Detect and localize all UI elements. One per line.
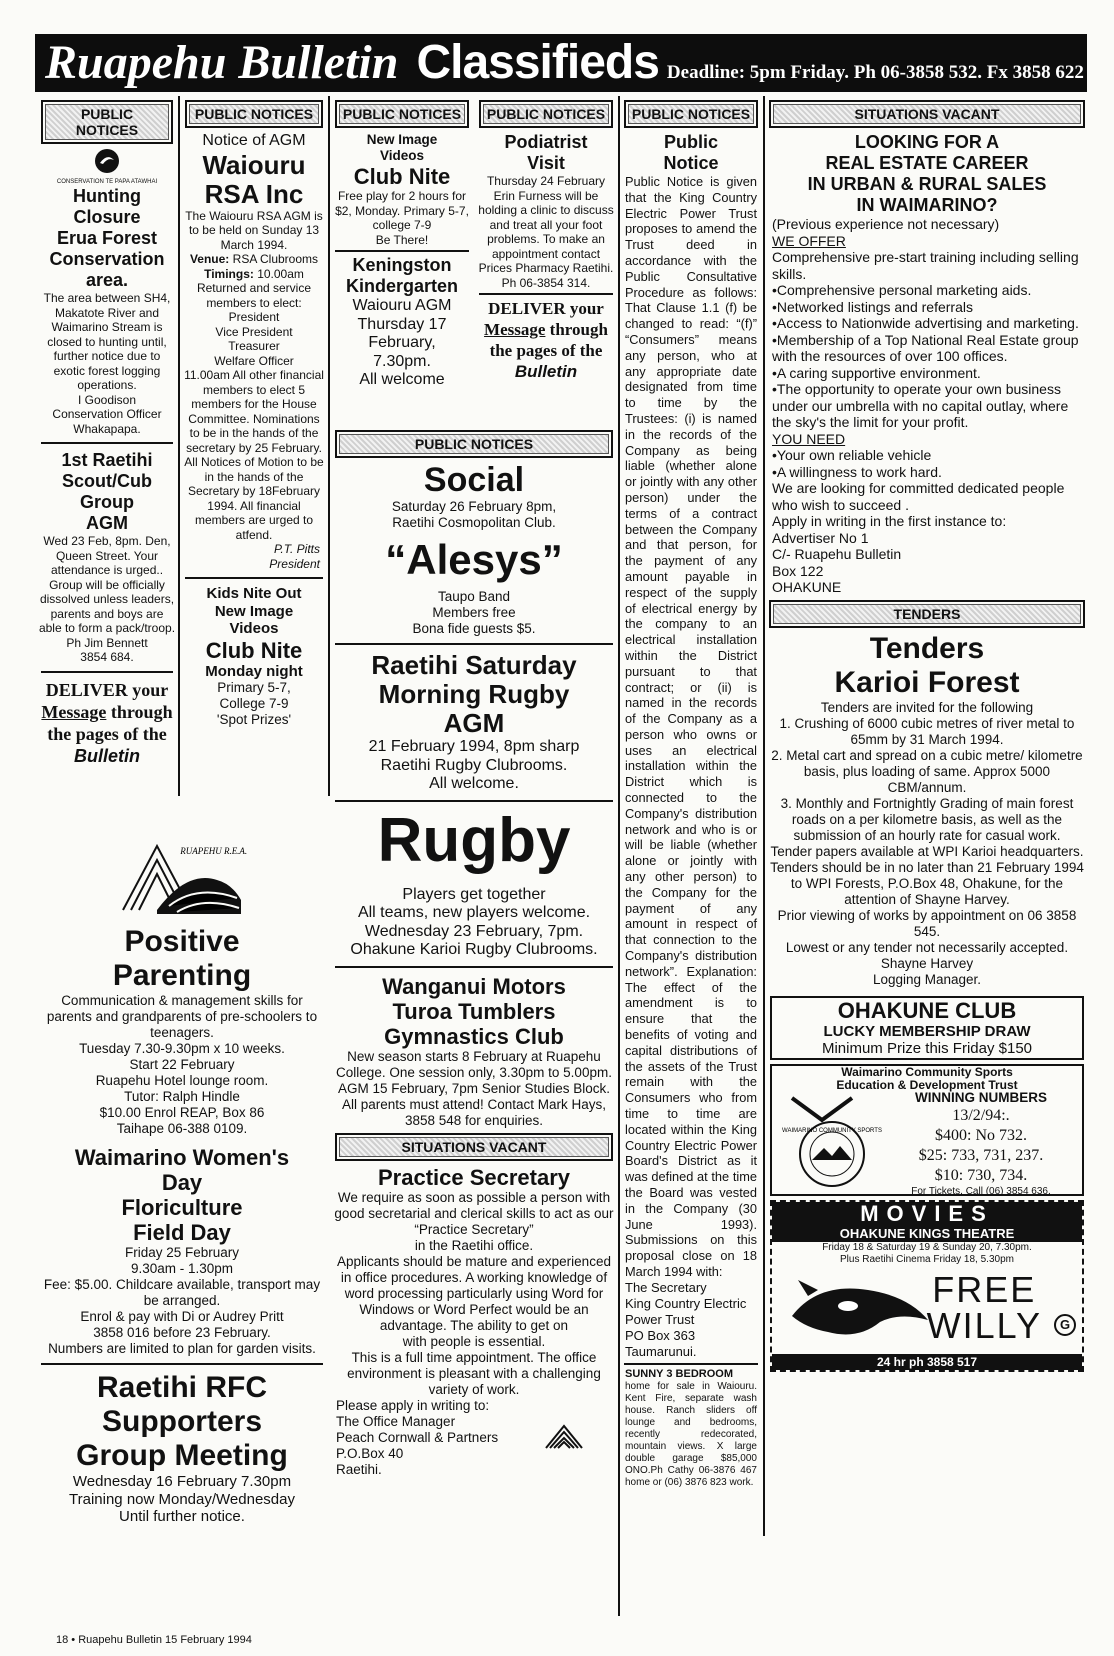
secretary-ad bbox=[332, 1165, 616, 1398]
rsa-title-2: RSA Inc bbox=[204, 178, 304, 209]
address-line: King Country Electric bbox=[625, 1295, 747, 1311]
hunting-notice bbox=[38, 148, 176, 436]
raetihi-rugby-line: 21 February 1994, 8pm sharp bbox=[368, 738, 580, 755]
column-rule bbox=[178, 96, 180, 796]
rsa-role: Welfare Officer bbox=[214, 353, 294, 368]
secretary-apply-line: P.O.Box 40 bbox=[336, 1445, 404, 1461]
scout-body: Wed 23 Feb, 8pm. Den, Queen Street. Your attendance is urged.. Group will be officially dissolved unless leaders, parents and boys are able to form a pack/troop. bbox=[38, 534, 176, 635]
rugby-line: Ohakune Karioi Rugby Clubrooms. bbox=[350, 941, 598, 958]
column-3a bbox=[332, 96, 472, 390]
womens-day-ad bbox=[38, 1145, 326, 1357]
tenders-line: Tenders should be in no later than 21 February 1994 to WPI Forests, P.O.Box 48, Ohakune, for the attention of Shayne Harvey. bbox=[770, 859, 1084, 907]
public-notices-header: PUBLIC NOTICES bbox=[624, 100, 758, 128]
real-estate-note: (Previous experience not necessary) bbox=[772, 216, 1000, 232]
hunting-signer-role: Conservation Officer bbox=[52, 407, 162, 421]
peach-cornwall-logo-icon bbox=[542, 1412, 586, 1456]
clubnite-title: Club Nite bbox=[353, 164, 451, 189]
scout-phone: 3854 684. bbox=[80, 650, 134, 664]
tenders-line: Prior viewing of works by appointment on 06 3858 545. bbox=[777, 907, 1077, 939]
rugby-ad bbox=[332, 805, 616, 960]
tenders-line: Logging Manager. bbox=[872, 971, 982, 987]
conservation-logo-text: CONSERVATION TE PAPA ATAWHAI bbox=[56, 179, 158, 185]
waimarino-winners bbox=[886, 1090, 1076, 1197]
clubnite-body: Free play for 2 hours for $2, Monday. Primary 5-7, college 7-9 bbox=[335, 189, 469, 232]
hunting-title-4: Conservation bbox=[49, 249, 165, 269]
tenders-line: Tenders are invited for the following bbox=[820, 699, 1034, 715]
divider bbox=[335, 643, 613, 645]
tenders-line: 1. Crushing of 6000 cubic metres of river metal to 65mm by 31 March 1994. bbox=[779, 715, 1075, 747]
hunting-title-2: Closure bbox=[73, 207, 141, 227]
reap-line: Taihape 06-388 0109. bbox=[116, 1121, 248, 1136]
divider bbox=[185, 577, 323, 579]
bedroom-title: SUNNY 3 BEDROOM bbox=[625, 1367, 733, 1380]
rfc-title-3: Group Meeting bbox=[76, 1439, 288, 1472]
movie-title-2: WILLY bbox=[926, 1304, 1042, 1346]
rfc-title-1: Raetihi RFC bbox=[96, 1371, 267, 1404]
real-estate-title bbox=[766, 132, 1088, 216]
reap-line: Start 22 February bbox=[129, 1057, 235, 1072]
address-line: Taumarunui. bbox=[625, 1343, 697, 1359]
social-title: Social bbox=[423, 461, 525, 499]
kids-line-3: Videos bbox=[229, 620, 279, 637]
prize-line: $25: 733, 731, 237. bbox=[918, 1146, 1044, 1164]
situations-vacant-header: SITUATIONS VACANT bbox=[335, 1133, 613, 1161]
rsa-role: Vice President bbox=[215, 324, 293, 339]
keningston-line: Thursday 17 bbox=[357, 315, 447, 333]
hunting-title-1: Hunting bbox=[73, 186, 141, 206]
column-rule bbox=[328, 96, 330, 796]
scout-title-3: Group bbox=[80, 492, 134, 512]
social-line: Saturday 26 February 8pm, bbox=[391, 499, 557, 514]
tenders-line: Tender papers available at WPI Karioi headquarters. bbox=[770, 843, 1084, 859]
women-title-2: Day bbox=[161, 1170, 203, 1195]
social-ad bbox=[332, 462, 616, 637]
ohakune-title: OHAKUNE CLUB bbox=[837, 997, 1017, 1023]
secretary-apply-line: The Office Manager bbox=[336, 1413, 456, 1429]
secretary-body: This is a full time appointment. The office environment is pleasant with a challenging variety of work. bbox=[347, 1349, 601, 1397]
kids-title: Club Nite bbox=[205, 637, 303, 663]
column-3-wide bbox=[332, 426, 616, 1478]
reap-line: Ruapehu Hotel lounge room. bbox=[95, 1073, 269, 1088]
podiatrist-phone: Ph 06-3854 314. bbox=[501, 275, 591, 290]
women-title-4: Field Day bbox=[133, 1220, 231, 1245]
reap-line: $10.00 Enrol REAP, Box 86 bbox=[99, 1105, 265, 1120]
reap-ad bbox=[38, 840, 326, 1137]
reap-line: Tuesday 7.30-9.30pm x 10 weeks. bbox=[79, 1041, 285, 1056]
keningston-title-1: Keningston bbox=[352, 255, 452, 275]
prize-line: $10: 730, 734. bbox=[934, 1166, 1028, 1184]
prize-line: $400: No 732. bbox=[935, 1126, 1027, 1144]
real-estate-body bbox=[766, 216, 1088, 596]
secretary-apply-line: Peach Cornwall & Partners bbox=[336, 1429, 499, 1445]
waimarino-trust-ad bbox=[770, 1064, 1084, 1196]
waimarino-logo-text: WAIMARINO COMMUNITY SPORTS bbox=[782, 1127, 882, 1134]
secretary-body: Applicants should be mature and experienced in office procedures. A working knowledge of word processing particularly using Word for Windows or Word Perfect would be an advantage. The ability to get on bbox=[337, 1253, 611, 1333]
divider bbox=[624, 1363, 758, 1365]
social-line: Bona fide guests $5. bbox=[412, 621, 536, 636]
divider bbox=[335, 250, 469, 252]
divider bbox=[335, 966, 613, 968]
scout-title-2: Scout/Cub bbox=[62, 471, 152, 491]
divider bbox=[41, 671, 173, 673]
offer-item: •Membership of a Top National Real Estate group with the resources of over 100 offices. bbox=[772, 331, 1079, 364]
tenders-line: Shayne Harvey bbox=[880, 955, 974, 971]
offer-item: •The opportunity to operate your own business under our umbrella with no capital outlay, where the sky's the limit for your profit. bbox=[772, 381, 1069, 430]
deliver-through: through bbox=[549, 320, 608, 339]
ticket-contact: For Tickets. Call (06) 3854 636. bbox=[911, 1185, 1051, 1197]
women-line: Numbers are limited to plan for garden visits. bbox=[48, 1341, 316, 1356]
deliver-message: Message bbox=[41, 701, 107, 722]
column-rule bbox=[763, 96, 765, 1536]
rugby-line: All teams, new players welcome. bbox=[357, 904, 591, 921]
public-notices-header: PUBLIC NOTICES bbox=[335, 100, 469, 128]
deliver-ad bbox=[38, 679, 176, 767]
need-item: We are looking for committed dedicated people who wish to succeed . bbox=[772, 480, 1065, 513]
divider bbox=[479, 293, 613, 295]
need-item: •A willingness to work hard. bbox=[772, 463, 942, 480]
deliver-line-3: the pages of the bbox=[489, 341, 603, 360]
divider bbox=[335, 800, 613, 802]
kids-day: Monday night bbox=[205, 662, 303, 680]
tenders-line: 2. Metal cart and spread on a cubic metre/ kilometre basis, plus loading of same. Approx 5000 CBM/annum. bbox=[771, 747, 1083, 795]
address-line: Power Trust bbox=[625, 1311, 695, 1327]
public-notices-header: PUBLIC NOTICES bbox=[185, 100, 323, 128]
hunting-signer: I Goodison bbox=[77, 392, 137, 407]
wanganui-title-3: Gymnastics Club bbox=[384, 1023, 564, 1049]
draw-date: 13/2/94:. bbox=[952, 1106, 1010, 1124]
clubnite-tag: Be There! bbox=[375, 232, 429, 247]
women-line: Friday 25 February bbox=[124, 1245, 240, 1260]
rfc-ad bbox=[38, 1371, 326, 1526]
waimarino-title-2: Education & Development Trust bbox=[836, 1077, 1018, 1092]
keningston-title-2: Kindergarten bbox=[345, 276, 459, 296]
column-1 bbox=[38, 96, 176, 767]
secretary-apply-line: Please apply in writing to: bbox=[336, 1397, 490, 1413]
public-notices-header: PUBLIC NOTICES bbox=[335, 430, 613, 458]
keningston-line: Waiouru AGM bbox=[352, 297, 452, 314]
public-notice-address bbox=[621, 1280, 761, 1360]
deliver-line-1: DELIVER your bbox=[45, 679, 169, 700]
movies-phone: 24 hr ph 3858 517 bbox=[772, 1354, 1082, 1370]
women-title-3: Floriculture bbox=[121, 1195, 243, 1220]
podiatrist-ad bbox=[476, 132, 616, 290]
social-line: Members free bbox=[432, 605, 516, 620]
raetihi-rugby-agm bbox=[332, 651, 616, 794]
tenders-ad bbox=[766, 632, 1088, 988]
masthead-deadline: Deadline: 5pm Friday. Ph 06-3858 532. Fx 3858 622 bbox=[666, 62, 1084, 83]
raetihi-rugby-title-2: Morning Rugby bbox=[378, 679, 570, 709]
deliver-line-1: DELIVER your bbox=[488, 299, 604, 318]
masthead-title: Ruapehu Bulletin bbox=[45, 36, 399, 89]
women-title-1: Waimarino Women's bbox=[74, 1145, 290, 1170]
public-notice-title-1: Public bbox=[663, 132, 718, 152]
rfc-title-2: Supporters bbox=[101, 1405, 263, 1438]
kids-nite-ad bbox=[182, 585, 326, 728]
bedroom-ad bbox=[621, 1368, 761, 1489]
offer-item: •Networked listings and referrals bbox=[772, 298, 973, 315]
movie-title-1: FREE bbox=[932, 1268, 1037, 1310]
divider bbox=[41, 442, 173, 444]
clubnite-line-1: New Image bbox=[366, 132, 438, 147]
scout-title-4: AGM bbox=[86, 513, 128, 533]
keningston-ad bbox=[332, 255, 472, 390]
column-3b bbox=[476, 96, 616, 382]
real-estate-title-1: LOOKING FOR A bbox=[854, 132, 1000, 152]
movies-line: Friday 18 & Saturday 19 & Sunday 20, 7.30pm. bbox=[822, 1241, 1032, 1253]
reap-title-1: Positive bbox=[124, 925, 240, 958]
raetihi-rugby-title-3: AGM bbox=[443, 708, 505, 738]
public-notices-header: PUBLIC NOTICES bbox=[41, 100, 173, 144]
need-item: Advertiser No 1 bbox=[772, 529, 869, 546]
keningston-line: 7.30pm. bbox=[373, 352, 431, 370]
masthead bbox=[35, 34, 1087, 92]
need-item: Apply in writing in the first instance to: bbox=[772, 513, 1007, 529]
wanganui-title-2: Turoa Tumblers bbox=[392, 998, 556, 1024]
secretary-body: with people is essential. bbox=[402, 1333, 546, 1349]
column-1-2-bottom bbox=[38, 840, 326, 1526]
kids-line-2: New Image bbox=[214, 602, 294, 620]
page-footer: 18 • Ruapehu Bulletin 15 February 1994 bbox=[56, 1634, 252, 1646]
rugby-line: Players get together bbox=[402, 885, 546, 903]
movies-ad bbox=[770, 1200, 1084, 1372]
ohakune-prize: Minimum Prize this Friday $150 bbox=[821, 1040, 1033, 1057]
rsa-signer-role: President bbox=[269, 556, 320, 571]
wanganui-title-1: Wanganui Motors bbox=[382, 973, 566, 999]
clubnite-line-2: Videos bbox=[379, 148, 425, 163]
reap-line: Tutor: Ralph Hindle bbox=[124, 1089, 240, 1104]
movies-line: Plus Raetihi Cinema Friday 18, 5.30pm bbox=[840, 1253, 1014, 1265]
kids-line-1: Kids Nite Out bbox=[206, 585, 302, 602]
movies-banner bbox=[772, 1202, 1082, 1242]
rsa-timings-label: Timings: bbox=[204, 266, 254, 281]
hunting-title-3: Erua Forest bbox=[56, 228, 158, 248]
movie-title bbox=[926, 1268, 1042, 1346]
secretary-apply bbox=[332, 1398, 616, 1478]
offer-item: •A caring supportive environment. bbox=[772, 364, 981, 381]
ohakune-sub: LUCKY MEMBERSHIP DRAW bbox=[823, 1022, 1031, 1040]
need-item: •Your own reliable vehicle bbox=[772, 447, 932, 463]
need-item: Box 122 bbox=[772, 562, 824, 579]
movies-title: MOVIES bbox=[860, 1200, 994, 1226]
scout-title-1: 1st Raetihi bbox=[61, 450, 153, 470]
secretary-apply-line: Raetihi. bbox=[336, 1461, 382, 1477]
address-line: The Secretary bbox=[625, 1279, 707, 1295]
social-line: Taupo Band bbox=[437, 589, 511, 604]
whale-icon bbox=[788, 1276, 938, 1346]
reap-line: Communication & management skills for parents and grandparents of pre-schoolers to teenagers. bbox=[46, 993, 318, 1040]
bedroom-body: home for sale in Waiouru. Kent Fire, separate wash house. Ranch sliders off lounge and bedrooms, recently redecorated, mountain views. X large double garage $85,000 ONO.Ph Cathy 06-3876 467 home or (06) 3876 823 work. bbox=[625, 1380, 757, 1488]
podiatrist-title-2: Visit bbox=[527, 153, 565, 173]
deliver-bulletin: Bulletin bbox=[514, 362, 578, 381]
rsa-date: The Waiouru RSA AGM is to be held on Sunday 13 March 1994. bbox=[185, 208, 323, 252]
podiatrist-body: Thursday 24 February Erin Furness will be holding a clinic to discuss and treat all your foot problems. To make an appointment contact Prices Pharmacy Raetihi. bbox=[478, 174, 614, 275]
rsa-signer: P.T. Pitts bbox=[273, 542, 320, 556]
rugby-title: Rugby bbox=[377, 805, 571, 875]
situations-vacant-header: SITUATIONS VACANT bbox=[769, 100, 1085, 128]
divider bbox=[41, 1363, 323, 1365]
podiatrist-title-1: Podiatrist bbox=[504, 132, 588, 152]
movies-theatre: OHAKUNE KINGS THEATRE bbox=[839, 1225, 1015, 1241]
tenders-title-2: Karioi Forest bbox=[834, 665, 1020, 699]
address-line: PO Box 363 bbox=[625, 1327, 696, 1343]
deliver-through: through bbox=[110, 701, 173, 722]
real-estate-offer-label: WE OFFER bbox=[772, 232, 846, 249]
social-band: “Alesys” bbox=[385, 536, 563, 583]
tenders-line: Lowest or any tender not necessarily accepted. bbox=[785, 939, 1069, 955]
rfc-line: Wednesday 16 February 7.30pm bbox=[72, 1473, 292, 1490]
keningston-line: All welcome bbox=[359, 371, 445, 388]
deliver-message: Message bbox=[484, 320, 546, 339]
deliver-bulletin: Bulletin bbox=[74, 745, 140, 766]
rfc-line: Until further notice. bbox=[119, 1508, 245, 1525]
scout-contact: Ph Jim Bennett bbox=[66, 635, 148, 650]
tenders-line: 3. Monthly and Fortnightly Grading of main forest roads on a per kilometre basis, as well as the submission of an hourly rate for casual work. bbox=[780, 795, 1074, 843]
offer-item: Comprehensive pre-start training including selling skills. bbox=[772, 249, 1079, 282]
women-line: 9.30am - 1.30pm bbox=[130, 1261, 234, 1276]
scout-notice bbox=[38, 450, 176, 665]
social-line: Raetihi Cosmopolitan Club. bbox=[392, 515, 556, 530]
reap-logo-text: RUAPEHU R.E.A.P. bbox=[180, 846, 247, 856]
deliver-line-3: the pages of the bbox=[47, 723, 167, 744]
women-line: Fee: $5.00. Childcare available, transport may be arranged. bbox=[43, 1277, 321, 1308]
real-estate-title-4: IN WAIMARINO? bbox=[856, 195, 998, 215]
rsa-role: Treasurer bbox=[228, 339, 280, 353]
women-line: Enrol & pay with Di or Audrey Pritt bbox=[80, 1309, 284, 1324]
need-item: C/- Ruapehu Bulletin bbox=[772, 546, 902, 562]
rsa-venue-label: Venue: bbox=[189, 252, 230, 266]
need-item: OHAKUNE bbox=[772, 579, 842, 595]
wanganui-ad bbox=[332, 974, 616, 1129]
hunting-title-5: area. bbox=[85, 270, 129, 290]
hunting-body: The area between SH4, Makatote River and Waimarino Stream is closed to hunting until, further notice due to exotic forest logging operations. bbox=[43, 291, 171, 392]
tenders-title-1: Tenders bbox=[869, 631, 985, 665]
club-nite-ad bbox=[332, 132, 472, 247]
rsa-role: President bbox=[228, 310, 280, 324]
real-estate-title-2: REAL ESTATE CAREER bbox=[825, 153, 1029, 173]
waimarino-logo-icon bbox=[782, 1094, 882, 1190]
reap-mountain-logo-icon bbox=[117, 840, 247, 920]
rsa-timings: 10.00am Returned and service members to elect: bbox=[196, 266, 312, 310]
rsa-notice bbox=[182, 132, 326, 571]
deliver-ad bbox=[476, 298, 616, 382]
masthead-classifieds: Classifieds bbox=[416, 36, 659, 89]
raetihi-rugby-line: Raetihi Rugby Clubrooms. bbox=[380, 756, 568, 774]
rsa-pre: Notice of AGM bbox=[202, 132, 306, 149]
kids-line: Primary 5-7, bbox=[217, 680, 291, 695]
column-rule bbox=[618, 96, 620, 1616]
public-notice-title bbox=[621, 132, 761, 174]
keningston-line: February, bbox=[368, 334, 436, 351]
kids-line: 'Spot Prizes' bbox=[216, 712, 292, 727]
column-2 bbox=[182, 96, 326, 728]
conservation-logo-icon bbox=[94, 148, 120, 174]
winning-numbers-label: WINNING NUMBERS bbox=[915, 1089, 1047, 1105]
tenders-header: TENDERS bbox=[769, 600, 1085, 628]
reap-title-2: Parenting bbox=[112, 959, 252, 992]
women-line: 3858 016 before 23 February. bbox=[93, 1325, 271, 1340]
movie-rating: G bbox=[1054, 1314, 1076, 1336]
column-4 bbox=[621, 96, 761, 1489]
rsa-title-1: Waiouru bbox=[202, 149, 306, 180]
rfc-line: Training now Monday/Wednesday bbox=[69, 1490, 295, 1508]
real-estate-need-label: YOU NEED bbox=[772, 430, 846, 447]
rsa-body: 11.00am All other financial members to elect 5 members for the House Committee. Nominations to be in the hands of the secretary by 25 February. All Notices of Motion to be in the hands of the Secretary by 18February 1994. All financial members are urged to atfend. bbox=[184, 368, 324, 542]
offer-item: •Comprehensive personal marketing aids. bbox=[772, 282, 1032, 298]
kids-line: College 7-9 bbox=[219, 696, 289, 711]
offer-item: •Access to Nationwide advertising and marketing. bbox=[772, 315, 1079, 331]
real-estate-title-3: IN URBAN & RURAL SALES bbox=[807, 174, 1047, 194]
secretary-title: Practice Secretary bbox=[377, 1164, 571, 1190]
hunting-signer-place: Whakapapa. bbox=[73, 421, 141, 436]
secretary-body: We require as soon as possible a person with good secretarial and clerical skills to act as our “Practice Secretary” bbox=[334, 1189, 614, 1237]
raetihi-rugby-title-1: Raetihi Saturday bbox=[371, 650, 577, 680]
waimarino-title-1: Waimarino Community Sports bbox=[841, 1064, 1013, 1079]
wanganui-body: New season starts 8 February at Ruapehu College. One session only, 3.30pm to 5.00pm. AGM 15 February, 7pm Senior Studies Block. All parents must attend! Contact Mark Hays, 3858 548 for enquiries. bbox=[336, 1048, 612, 1128]
public-notice-title-2: Notice bbox=[663, 153, 719, 173]
column-5 bbox=[766, 96, 1088, 1376]
secretary-body: in the Raetihi office. bbox=[414, 1237, 534, 1253]
ohakune-club-ad bbox=[770, 996, 1084, 1060]
public-notice-body: Public Notice is given that the King Country Electric Power Trust proposes to amend the Trust deed in accordance with the Public Consultative Procedure as follows: That Clause 1.1 (f) be changed to read: “(f)” “Consumers” means any person, who at any appropriate date designated from time to time by the Trustees: (i) is named in the records of the Company as being liable (whether alone or jointly with any other person) under the terms of a contract between the Company and that person, for the payment of any amount payable in respect of the supply of electrical energy by the company to an electrical installation within the District pursuant to that contract; or (ii) is named in the records of the Company as a person who owns or uses an electrical installation within the District which is connected to the Company's distribution network and who is or will be liable (whether alone or jointly with any other person) to the Company for the payment of any amount in respect of that connection to the Company's distribution network”. Explanation: The effect of the amendment is to ensure that the benefits of voting and capital distributions of the assets of the Trust remain with the Consumers who from time to time are located within the King Country Electric Power Board's District as it was defined at the time the Board was vested in the Company (30 June 1993). Submissions on this proposal close on 18 March 1994 with: bbox=[625, 174, 757, 1279]
rugby-line: Wednesday 23 February, 7pm. bbox=[364, 922, 584, 940]
raetihi-rugby-line: All welcome. bbox=[429, 775, 519, 792]
public-notices-header: PUBLIC NOTICES bbox=[479, 100, 613, 128]
rsa-venue: RSA Clubrooms bbox=[232, 252, 319, 266]
